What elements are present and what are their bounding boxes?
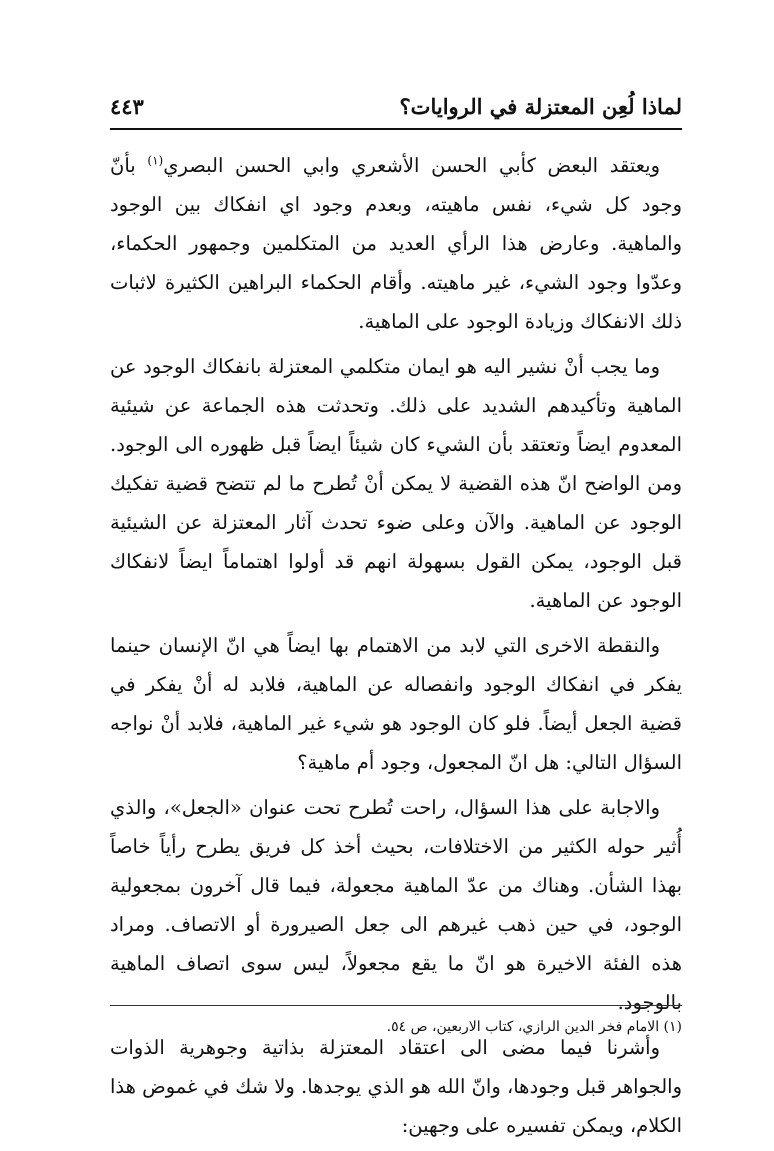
paragraph-1 bbox=[110, 146, 682, 341]
footnote: (١) الامام فخر الدين الرازي، كتاب الاربعين، ص ٥٤. bbox=[386, 1019, 682, 1035]
body-text bbox=[110, 146, 682, 1151]
footnote-rule bbox=[110, 1005, 682, 1006]
footnote-reference: (١) bbox=[147, 153, 164, 168]
running-title: لماذا لُعِن المعتزلة في الروايات؟ bbox=[399, 94, 682, 119]
header-rule bbox=[110, 128, 682, 130]
paragraph-1-rest: بأنّ وجود كل شيء، نفس ماهيته، وبعدم وجود اي انفكاك بين الوجود والماهية. وعارض هذا الرأي العديد من المتكلمين وجمهور الحكماء، وعدّوا وجود الشيء، غير ماهيته. وأقام الحكماء البراهين الكثيرة لاثبات ذلك الانفكاك وزيادة الوجود على الماهية. bbox=[110, 154, 682, 333]
page-number: ٤٤٣ bbox=[110, 94, 144, 119]
paragraph-4: والاجابة على هذا السؤال، راحت تُطرح تحت عنوان «الجعل»، والذي أُثير حوله الكثير من الاختلافات، بحيث أخذ كل فريق يطرح رأياً خاصاً بهذا الشأن. وهناك من عدّ الماهية مجعولة، فيما قال آخرون بمجعولية الوجود، في حين ذهب غيرهم الى جعل الصيرورة أو الاتصاف. ومراد هذه الفئة الاخيرة هو انّ ما يقع مجعولاً، ليس سوى اتصاف الماهية بالوجود. bbox=[110, 796, 682, 1014]
paragraph-5: وأشرنا فيما مضى الى اعتقاد المعتزلة بذاتية وجوهرية الذوات والجواهر قبل وجودها، وانّ الله هو الذي يوجدها. ولا شك في غموض هذا الكلام، ويمكن تفسيره على وجهين: bbox=[110, 1036, 682, 1137]
paragraph-3: والنقطة الاخرى التي لابد من الاهتمام بها ايضاً هي انّ الإنسان حينما يفكر في انفكاك الوجود وانفصاله عن الماهية، فلابد له أنْ يفكر في قضية الجعل أيضاً. فلو كان الوجود هو شيء غير الماهية، فلابد أنْ نواجه السؤال التالي: هل انّ المجعول، وجود أم ماهية؟ bbox=[110, 634, 682, 774]
paragraph-1-start: ويعتقد البعض كأبي الحسن الأشعري وابي الحسن البصري bbox=[163, 154, 660, 177]
page-header bbox=[110, 92, 682, 126]
paragraph-2: وما يجب أنْ نشير اليه هو ايمان متكلمي المعتزلة بانفكاك الوجود عن الماهية وتأكيدهم الشديد على ذلك. وتحدثت هذه الجماعة عن شيئية المعدوم ايضاً وتعتقد بأن الشيء كان شيئاً ايضاً قبل ظهوره الى الوجود. ومن الواضح انّ هذه القضية لا يمكن أنْ تُطرح ما لم تتضح قضية تفكيك الوجود عن الماهية. والآن وعلى ضوء تحدث آثار المعتزلة عن الشيئية قبل الوجود، يمكن القول بسهولة انهم قد أولوا اهتماماً ايضاً لانفكاك الوجود عن الماهية. bbox=[110, 355, 682, 612]
